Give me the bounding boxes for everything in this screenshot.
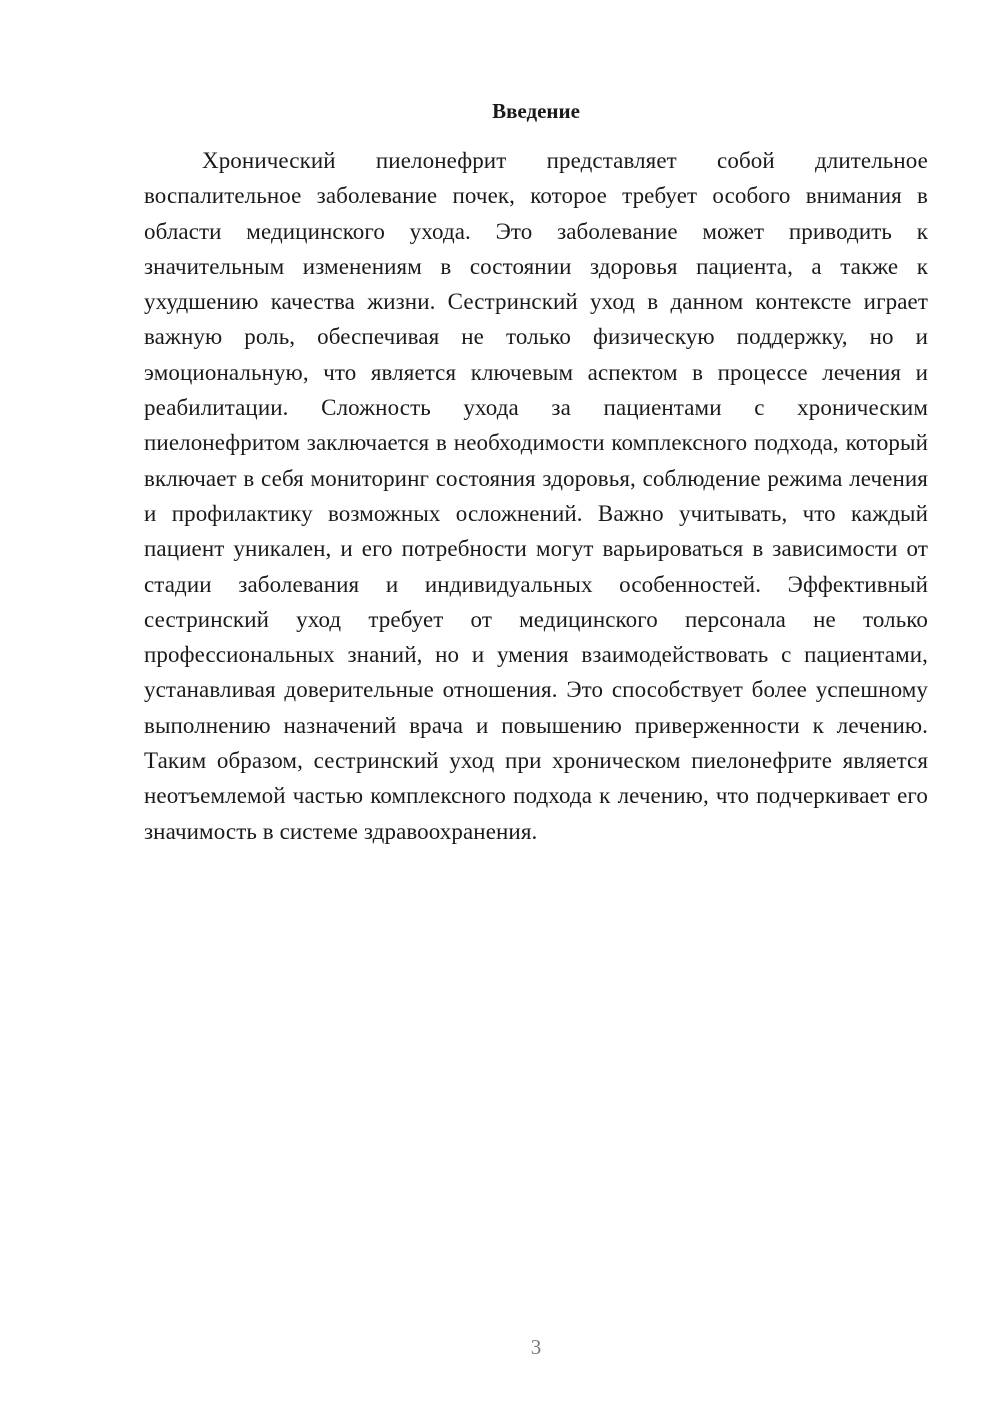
section-heading: Введение — [492, 99, 580, 123]
body-paragraph: Хронический пиелонефрит представляет собой длительное воспалительное заболевание почек, которое требует особого внимания в области медицинского ухода. Это заболевание может приводить к значительным изменениям в состоянии здоровья пациента, а также к ухудшению качества жизни. Сестринский уход в данном контексте играет важную роль, обеспечивая не только физическую поддержку, но и эмоциональную, что является ключевым аспектом в процессе лечения и реабилитации. Сложность ухода за пациентами с хроническим пиелонефритом заключается в необходимости комплексного подхода, который включает в себя мониторинг состояния здоровья, соблюдение режима лечения и профилактику возможных осложнений. Важно учитывать, что каждый пациент уникален, и его потребности могут варьироваться в зависимости от стадии заболевания и индивидуальных особенностей. Эффективный сестринский уход требует от медицинского персонала не только профессиональных знаний, но и умения взаимодействовать с пациентами, устанавливая доверительные отношения. Это способствует более успешному выполнению назначений врача и повышению приверженности к лечению. Таким образом, сестринский уход при хроническом пиелонефрите является неотъемлемой частью комплексного подхода к лечению, что подчеркивает его значимость в системе здравоохранения. — [144, 148, 928, 844]
page-number: 3 — [530, 1335, 542, 1359]
